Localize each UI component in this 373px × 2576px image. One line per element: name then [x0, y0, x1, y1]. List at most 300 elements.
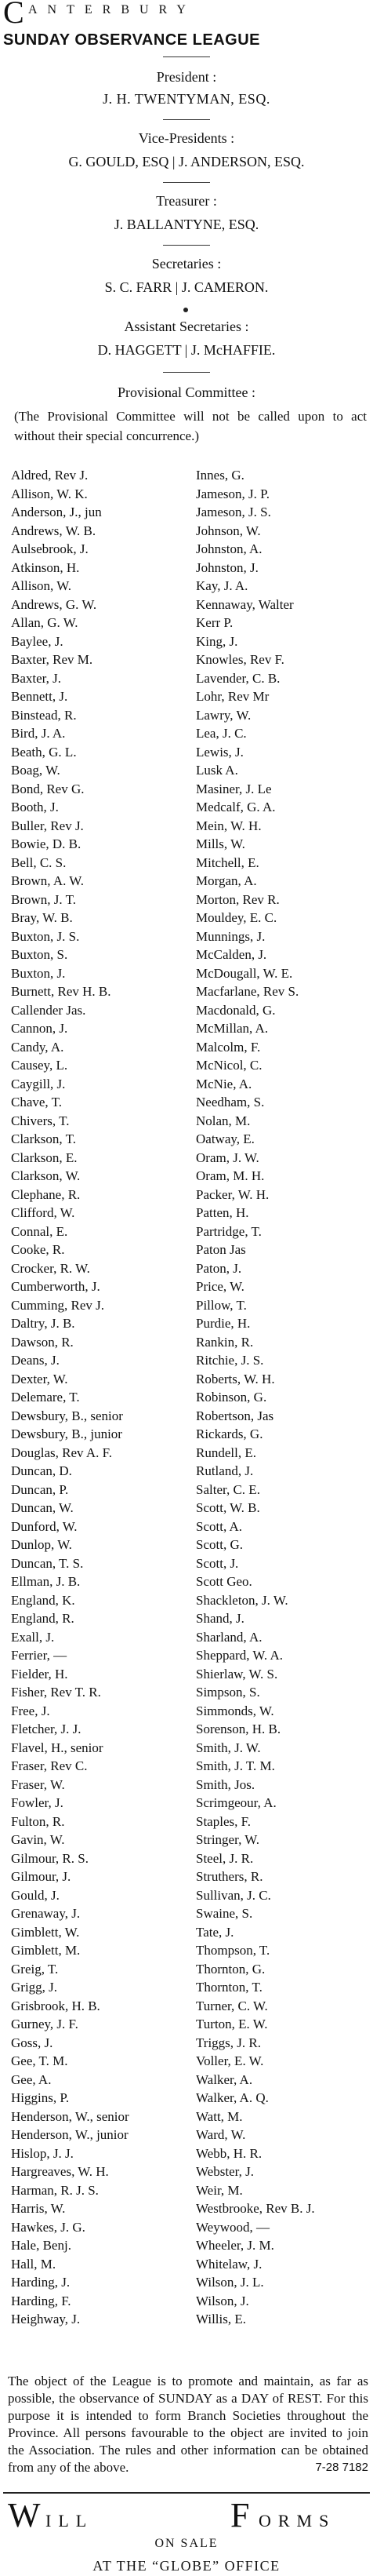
member-name-left: Harman, R. J. S.	[11, 2182, 99, 2198]
member-row	[11, 1019, 367, 1038]
divider	[163, 245, 210, 246]
member-row	[11, 927, 367, 946]
member-row	[11, 780, 367, 799]
member-name-left: Cooke, R.	[11, 1242, 65, 1257]
member-name-right: Turton, E. W.	[196, 2017, 268, 2031]
divider	[163, 56, 210, 57]
member-name-right: Pillow, T.	[196, 1297, 247, 1313]
member-name-left: Chave, T.	[11, 1095, 62, 1109]
member-name-left: Clarkson, W.	[11, 1168, 81, 1183]
member-row	[11, 1978, 367, 1997]
member-row	[11, 2108, 367, 2126]
member-name-right: Oatway, E.	[196, 1131, 255, 1146]
member-row	[11, 743, 367, 762]
member-name-right: Mitchell, E.	[196, 854, 259, 870]
member-name-left: Ellman, J. B.	[11, 1574, 81, 1589]
member-name-right: Triggs, J. R.	[196, 2035, 261, 2050]
member-row	[11, 2292, 367, 2311]
member-name-right: Thompson, T.	[196, 1943, 270, 1958]
member-row	[11, 1554, 367, 1573]
member-row	[11, 1628, 367, 1647]
member-name-left: Duncan, W.	[11, 1500, 74, 1515]
member-name-right: Sharland, A.	[196, 1629, 263, 1645]
member-name-right: Sheppard, W. A.	[196, 1648, 283, 1663]
member-name-right: Malcolm, F.	[196, 1039, 261, 1055]
member-name-left: Buller, Rev J.	[11, 818, 84, 833]
member-name-left: Harding, F.	[11, 2293, 71, 2308]
member-name-left: Free, J.	[11, 1703, 50, 1718]
member-row	[11, 1222, 367, 1241]
president-name: J. H. TWENTYMAN, ESQ.	[103, 91, 270, 107]
member-name-right: Masiner, J. Le	[196, 781, 272, 796]
member-name-right: Sorenson, H. B.	[196, 1722, 281, 1736]
member-row	[11, 1296, 367, 1315]
ad-code: 7-28 7182	[315, 2461, 368, 2474]
member-row	[11, 650, 367, 669]
member-name-right: Smith, J. T. M.	[196, 1758, 275, 1773]
member-name-left: Heighway, J.	[11, 2312, 81, 2326]
secretaries-names: S. C. FARR | J. CAMERON.	[104, 279, 269, 295]
member-name-right: Swaine, S.	[196, 1906, 253, 1921]
member-name-right: Scott, G.	[196, 1537, 243, 1552]
member-row	[11, 1370, 367, 1389]
member-name-right: McNie, A.	[196, 1076, 252, 1091]
member-name-left: Buxton, J.	[11, 965, 66, 981]
member-row	[11, 1425, 367, 1444]
member-name-right: Kennaway, Walter	[196, 596, 294, 612]
member-row	[11, 1702, 367, 1721]
member-name-right: Scott, W. B.	[196, 1500, 260, 1515]
member-name-right: Weir, M.	[196, 2182, 243, 2198]
member-name-left: Fulton, R.	[11, 1813, 65, 1829]
member-name-left: Gee, A.	[11, 2071, 52, 2087]
member-row	[11, 1444, 367, 1463]
member-row	[11, 964, 367, 983]
member-name-left: Hale, Benj.	[11, 2238, 71, 2253]
member-name-left: Clarkson, T.	[11, 1131, 76, 1146]
member-name-left: Gilmour, R. S.	[11, 1850, 89, 1866]
member-row	[11, 798, 367, 817]
member-name-right: Rickards, G.	[196, 1426, 263, 1441]
member-name-right: Jameson, J. P.	[196, 486, 270, 501]
member-row	[11, 1001, 367, 1020]
member-name-left: Allan, G. W.	[11, 615, 78, 630]
member-row	[11, 1204, 367, 1222]
member-name-right: Smith, J. W.	[196, 1740, 261, 1755]
treasurer-name: J. BALLANTYNE, ESQ.	[114, 217, 259, 232]
member-name-left: Connal, E.	[11, 1223, 68, 1239]
member-name-right: Kay, J. A.	[196, 578, 248, 593]
member-name-right: McCalden, J.	[196, 947, 267, 962]
member-name-left: Callender Jas.	[11, 1002, 86, 1018]
member-name-left: Allison, W.	[11, 578, 71, 593]
member-row	[11, 909, 367, 927]
member-name-left: Gavin, W.	[11, 1832, 65, 1847]
member-row	[11, 577, 367, 596]
member-row	[11, 854, 367, 873]
member-name-right: Mouldey, E. C.	[196, 910, 277, 925]
member-row	[11, 1776, 367, 1794]
member-name-left: Gee, T. M.	[11, 2053, 68, 2068]
member-row	[11, 1499, 367, 1518]
member-row	[11, 2181, 367, 2200]
member-name-left: Harris, W.	[11, 2201, 66, 2216]
member-row	[11, 1093, 367, 1112]
member-name-left: Goss, J.	[11, 2035, 53, 2050]
member-name-right: Struthers, R.	[196, 1869, 263, 1884]
member-name-left: Brown, A. W.	[11, 873, 85, 888]
member-row	[11, 706, 367, 725]
member-row	[11, 1333, 367, 1352]
member-name-left: Dewsbury, B., senior	[11, 1408, 123, 1423]
member-name-right: Oram, M. H.	[196, 1168, 265, 1183]
member-row	[11, 2052, 367, 2071]
member-name-left: Hall, M.	[11, 2256, 56, 2272]
member-row	[11, 1609, 367, 1628]
member-name-right: Lewis, J.	[196, 744, 244, 760]
member-row	[11, 2218, 367, 2237]
member-name-left: Bray, W. B.	[11, 910, 73, 925]
member-name-left: Cannon, J.	[11, 1021, 68, 1036]
member-name-left: England, R.	[11, 1611, 74, 1626]
member-name-right: Shand, J.	[196, 1611, 244, 1626]
masthead	[3, 0, 370, 28]
member-name-left: Hargreaves, W. H.	[11, 2164, 109, 2179]
member-name-left: Gould, J.	[11, 1887, 60, 1903]
member-name-left: Fisher, Rev T. R.	[11, 1685, 101, 1700]
forms-initial: F	[230, 2496, 250, 2534]
member-row	[11, 2144, 367, 2163]
member-name-left: Candy, A.	[11, 1039, 64, 1055]
member-name-right: Kerr P.	[196, 615, 234, 630]
member-row	[11, 1997, 367, 2016]
member-name-right: Paton, J.	[196, 1260, 242, 1276]
member-name-right: Packer, W. H.	[196, 1186, 270, 1202]
member-name-right: Scott, A.	[196, 1518, 243, 1534]
member-row	[11, 1056, 367, 1075]
secretaries-heading: Secretaries :	[151, 256, 222, 271]
member-name-left: Gurney, J. F.	[11, 2017, 78, 2031]
member-name-left: Clifford, W.	[11, 1205, 75, 1220]
member-name-left: Ferrier, —	[11, 1648, 67, 1663]
member-name-right: Morton, Rev R.	[196, 891, 280, 907]
member-name-left: Buxton, J. S.	[11, 928, 80, 944]
member-name-right: Sullivan, J. C.	[196, 1887, 271, 1903]
member-name-right: Macfarlane, Rev S.	[196, 984, 299, 999]
member-name-right: Johnston, J.	[196, 559, 259, 575]
member-name-right: Scott Geo.	[196, 1574, 252, 1589]
member-row	[11, 1388, 367, 1407]
member-row	[11, 1186, 367, 1204]
member-name-right: Staples, F.	[196, 1813, 251, 1829]
member-row	[11, 466, 367, 485]
member-row	[11, 1130, 367, 1149]
president-heading: President :	[156, 69, 217, 85]
member-row	[11, 817, 367, 836]
member-name-right: McMillan, A.	[196, 1021, 269, 1036]
member-name-left: Higgins, P.	[11, 2090, 70, 2105]
member-name-right: Watt, M.	[196, 2108, 243, 2124]
member-name-left: Bennett, J.	[11, 689, 68, 704]
member-name-right: Medcalf, G. A.	[196, 800, 276, 814]
member-name-left: Baylee, J.	[11, 633, 63, 649]
divider	[163, 182, 210, 183]
member-row	[11, 1112, 367, 1131]
object-text: The object of the League is to promote and maintain, as far as possible, the observance of SUNDAY as a DAY of REST. For this purpose it is intended to form Branch Societies throughout the Province. All persons favourable to the object are invited to join the Association. The rules and other information can be obtained from any of the above.	[8, 2374, 368, 2475]
divider	[163, 119, 210, 120]
member-name-right: Shierlaw, W. S.	[196, 1666, 278, 1682]
member-row	[11, 1923, 367, 1942]
member-name-right: Scott, J.	[196, 1555, 239, 1571]
member-name-left: Hawkes, J. G.	[11, 2219, 85, 2235]
member-name-right: Weywood, —	[196, 2219, 270, 2235]
member-name-right: Lea, J. C.	[196, 726, 247, 741]
member-row	[11, 1149, 367, 1168]
member-name-left: Douglas, Rev A. F.	[11, 1445, 112, 1460]
league-object-paragraph	[8, 2373, 368, 2476]
member-row	[11, 614, 367, 632]
member-row	[11, 596, 367, 614]
member-name-right: Whitelaw, J.	[196, 2256, 263, 2272]
member-row	[11, 835, 367, 854]
member-name-right: Ritchie, J. S.	[196, 1353, 264, 1368]
member-name-left: Daltry, J. B.	[11, 1316, 75, 1331]
member-name-right: Shackleton, J. W.	[196, 1592, 288, 1608]
globe-office-text: AT THE “GLOBE” OFFICE	[92, 2558, 281, 2574]
member-row	[11, 1351, 367, 1370]
member-name-right: Innes, G.	[196, 468, 244, 483]
member-name-right: Willis, E.	[196, 2312, 247, 2326]
member-row	[11, 1167, 367, 1186]
member-name-left: Duncan, D.	[11, 1463, 72, 1478]
member-name-left: Hislop, J. J.	[11, 2145, 74, 2161]
member-row	[11, 1462, 367, 1481]
member-name-left: Burnett, Rev H. B.	[11, 984, 111, 999]
member-name-right: Mein, W. H.	[196, 818, 262, 833]
member-name-right: Robinson, G.	[196, 1390, 267, 1405]
member-name-left: Deans, J.	[11, 1353, 60, 1368]
member-name-left: Harding, J.	[11, 2275, 71, 2290]
member-name-right: Simmonds, W.	[196, 1703, 274, 1718]
member-name-left: Clarkson, E.	[11, 1150, 78, 1165]
member-row	[11, 724, 367, 743]
member-name-right: McNicol, C.	[196, 1058, 263, 1073]
member-name-left: Atkinson, H.	[11, 559, 80, 575]
divider-dot	[183, 308, 188, 312]
member-name-right: Wilson, J. L.	[196, 2275, 264, 2290]
member-name-left: Exall, J.	[11, 1629, 55, 1645]
member-name-left: Grenaway, J.	[11, 1906, 81, 1921]
member-row	[11, 540, 367, 559]
member-name-left: Greig, T.	[11, 1961, 59, 1977]
member-row	[11, 1960, 367, 1979]
member-row	[11, 1757, 367, 1776]
member-name-right: Patten, H.	[196, 1205, 249, 1220]
member-name-right: Westbrooke, Rev B. J.	[196, 2201, 315, 2216]
member-name-left: Boag, W.	[11, 763, 60, 778]
member-name-left: Binstead, R.	[11, 707, 77, 723]
member-row	[11, 891, 367, 909]
member-name-right: Johnston, A.	[196, 541, 263, 556]
member-name-left: Delemare, T.	[11, 1390, 80, 1405]
member-row	[11, 2199, 367, 2218]
member-row	[11, 1941, 367, 1960]
member-name-right: Lohr, Rev Mr	[196, 689, 270, 704]
assistant-secretaries-heading: Assistant Secretaries :	[124, 319, 249, 334]
member-name-left: Baxter, J.	[11, 670, 61, 686]
member-row	[11, 669, 367, 688]
member-row	[11, 1407, 367, 1426]
masthead-initial: C	[3, 0, 24, 30]
member-name-right: Lavender, C. B.	[196, 670, 281, 686]
member-name-right: Webb, H. R.	[196, 2145, 263, 2161]
member-name-right: King, J.	[196, 633, 238, 649]
member-row	[11, 2255, 367, 2274]
member-name-right: Wilson, J.	[196, 2293, 249, 2308]
member-row	[11, 1867, 367, 1886]
member-name-right: Morgan, A.	[196, 873, 257, 888]
will-initial: W	[8, 2496, 41, 2534]
member-name-right: Webster, J.	[196, 2164, 254, 2179]
member-name-right: Rundell, E.	[196, 1445, 256, 1460]
member-name-right: Wheeler, J. M.	[196, 2238, 274, 2253]
member-row	[11, 687, 367, 706]
member-row	[11, 982, 367, 1001]
committee-note: (The Provisional Committee will not be called upon to act without their special concurrence.)	[14, 409, 367, 443]
member-name-left: Dunlop, W.	[11, 1537, 72, 1552]
member-row	[11, 761, 367, 780]
member-row	[11, 503, 367, 522]
league-title: SUNDAY OBSERVANCE LEAGUE	[3, 31, 260, 49]
divider	[3, 2492, 370, 2494]
member-name-left: Clephane, R.	[11, 1186, 81, 1202]
forms-rest: ORMS	[259, 2511, 336, 2530]
masthead-rest: ANTERBURY	[28, 3, 196, 16]
member-row	[11, 1886, 367, 1905]
member-name-left: Henderson, W., senior	[11, 2108, 129, 2124]
member-name-left: Gimblett, M.	[11, 1943, 81, 1958]
member-name-left: Anderson, J., jun	[11, 505, 102, 519]
member-name-right: Voller, E. W.	[196, 2053, 264, 2068]
member-row	[11, 1849, 367, 1868]
member-name-right: Turner, C. W.	[196, 1998, 268, 2013]
member-name-left: Causey, L.	[11, 1058, 68, 1073]
member-row	[11, 559, 367, 578]
member-row	[11, 1277, 367, 1296]
member-name-right: Steel, J. R.	[196, 1850, 254, 1866]
member-name-left: Crocker, R. W.	[11, 1260, 90, 1276]
member-row	[11, 2071, 367, 2090]
member-name-left: Cumming, Rev J.	[11, 1297, 105, 1313]
member-name-right: Stringer, W.	[196, 1832, 260, 1847]
member-name-right: Paton Jas	[196, 1242, 246, 1257]
member-row	[11, 1075, 367, 1094]
member-name-left: Bell, C. S.	[11, 854, 67, 870]
member-name-left: Cumberworth, J.	[11, 1279, 100, 1294]
member-name-left: Dexter, W.	[11, 1371, 68, 1386]
member-name-right: McDougall, W. E.	[196, 965, 293, 981]
member-row	[11, 1481, 367, 1499]
member-name-right: Mills, W.	[196, 836, 245, 851]
member-name-left: Grigg, J.	[11, 1980, 58, 1995]
committee-heading: Provisional Committee :	[118, 384, 255, 400]
member-row	[11, 1038, 367, 1057]
member-row	[11, 522, 367, 541]
member-name-right: Lawry, W.	[196, 707, 252, 723]
member-name-right: Tate, J.	[196, 1924, 234, 1940]
member-name-left: Grisbrook, H. B.	[11, 1998, 100, 2013]
member-name-right: Partridge, T.	[196, 1223, 262, 1239]
member-name-left: Andrews, G. W.	[11, 596, 97, 612]
member-name-left: Duncan, P.	[11, 1481, 69, 1497]
member-name-left: Allison, W. K.	[11, 486, 88, 501]
member-name-right: Rankin, R.	[196, 1334, 254, 1350]
member-name-left: Duncan, T. S.	[11, 1555, 84, 1571]
member-name-left: Dawson, R.	[11, 1334, 74, 1350]
member-name-left: Fletcher, J. J.	[11, 1722, 81, 1736]
member-name-left: Aldred, Rev J.	[11, 468, 89, 483]
will-rest: ILL	[45, 2511, 94, 2530]
member-row	[11, 1241, 367, 1259]
member-name-left: Dunford, W.	[11, 1518, 78, 1534]
divider	[163, 372, 210, 373]
member-name-left: England, K.	[11, 1592, 75, 1608]
member-row	[11, 1314, 367, 1333]
member-name-right: Ward, W.	[196, 2127, 246, 2142]
member-name-left: Baxter, Rev M.	[11, 652, 93, 667]
member-name-right: Lusk A.	[196, 763, 238, 778]
member-name-left: Gilmour, J.	[11, 1869, 71, 1884]
member-name-left: Booth, J.	[11, 800, 59, 814]
member-name-left: Fraser, Rev C.	[11, 1758, 88, 1773]
member-name-right: Thornton, G.	[196, 1961, 266, 1977]
member-name-right: Munnings, J.	[196, 928, 266, 944]
member-row	[11, 2126, 367, 2144]
member-name-right: Oram, J. W.	[196, 1150, 259, 1165]
member-name-left: Buxton, S.	[11, 947, 68, 962]
assistant-secretaries-names: D. HAGGETT | J. McHAFFIE.	[97, 342, 276, 358]
member-name-left: Gimblett, W.	[11, 1924, 80, 1940]
member-row	[11, 632, 367, 651]
member-row	[11, 1518, 367, 1536]
member-name-left: Flavel, H., senior	[11, 1740, 103, 1755]
member-row	[11, 1536, 367, 1554]
member-name-left: Henderson, W., junior	[11, 2127, 129, 2142]
member-name-left: Dewsbury, B., junior	[11, 1426, 122, 1441]
member-name-left: Bond, Rev G.	[11, 781, 85, 796]
member-name-right: Salter, C. E.	[196, 1481, 260, 1497]
member-row	[11, 2236, 367, 2255]
member-name-left: Bowie, D. B.	[11, 836, 81, 851]
member-name-left: Beath, G. L.	[11, 744, 77, 760]
member-name-right: Rutland, J.	[196, 1463, 254, 1478]
member-name-right: Thornton, T.	[196, 1980, 263, 1995]
member-row	[11, 2273, 367, 2292]
member-name-left: Aulsebrook, J.	[11, 541, 89, 556]
member-row	[11, 1831, 367, 1849]
member-name-right: Knowles, Rev F.	[196, 652, 284, 667]
on-sale-text: ON SALE	[154, 2537, 219, 2550]
member-row	[11, 1665, 367, 1684]
member-row	[11, 2162, 367, 2181]
member-name-left: Caygill, J.	[11, 1076, 66, 1091]
member-name-right: Jameson, J. S.	[196, 505, 271, 519]
member-name-right: Price, W.	[196, 1279, 244, 1294]
member-row	[11, 2034, 367, 2053]
member-name-right: Simpson, S.	[196, 1685, 260, 1700]
member-name-right: Smith, Jos.	[196, 1776, 255, 1792]
member-name-right: Needham, S.	[196, 1095, 265, 1109]
